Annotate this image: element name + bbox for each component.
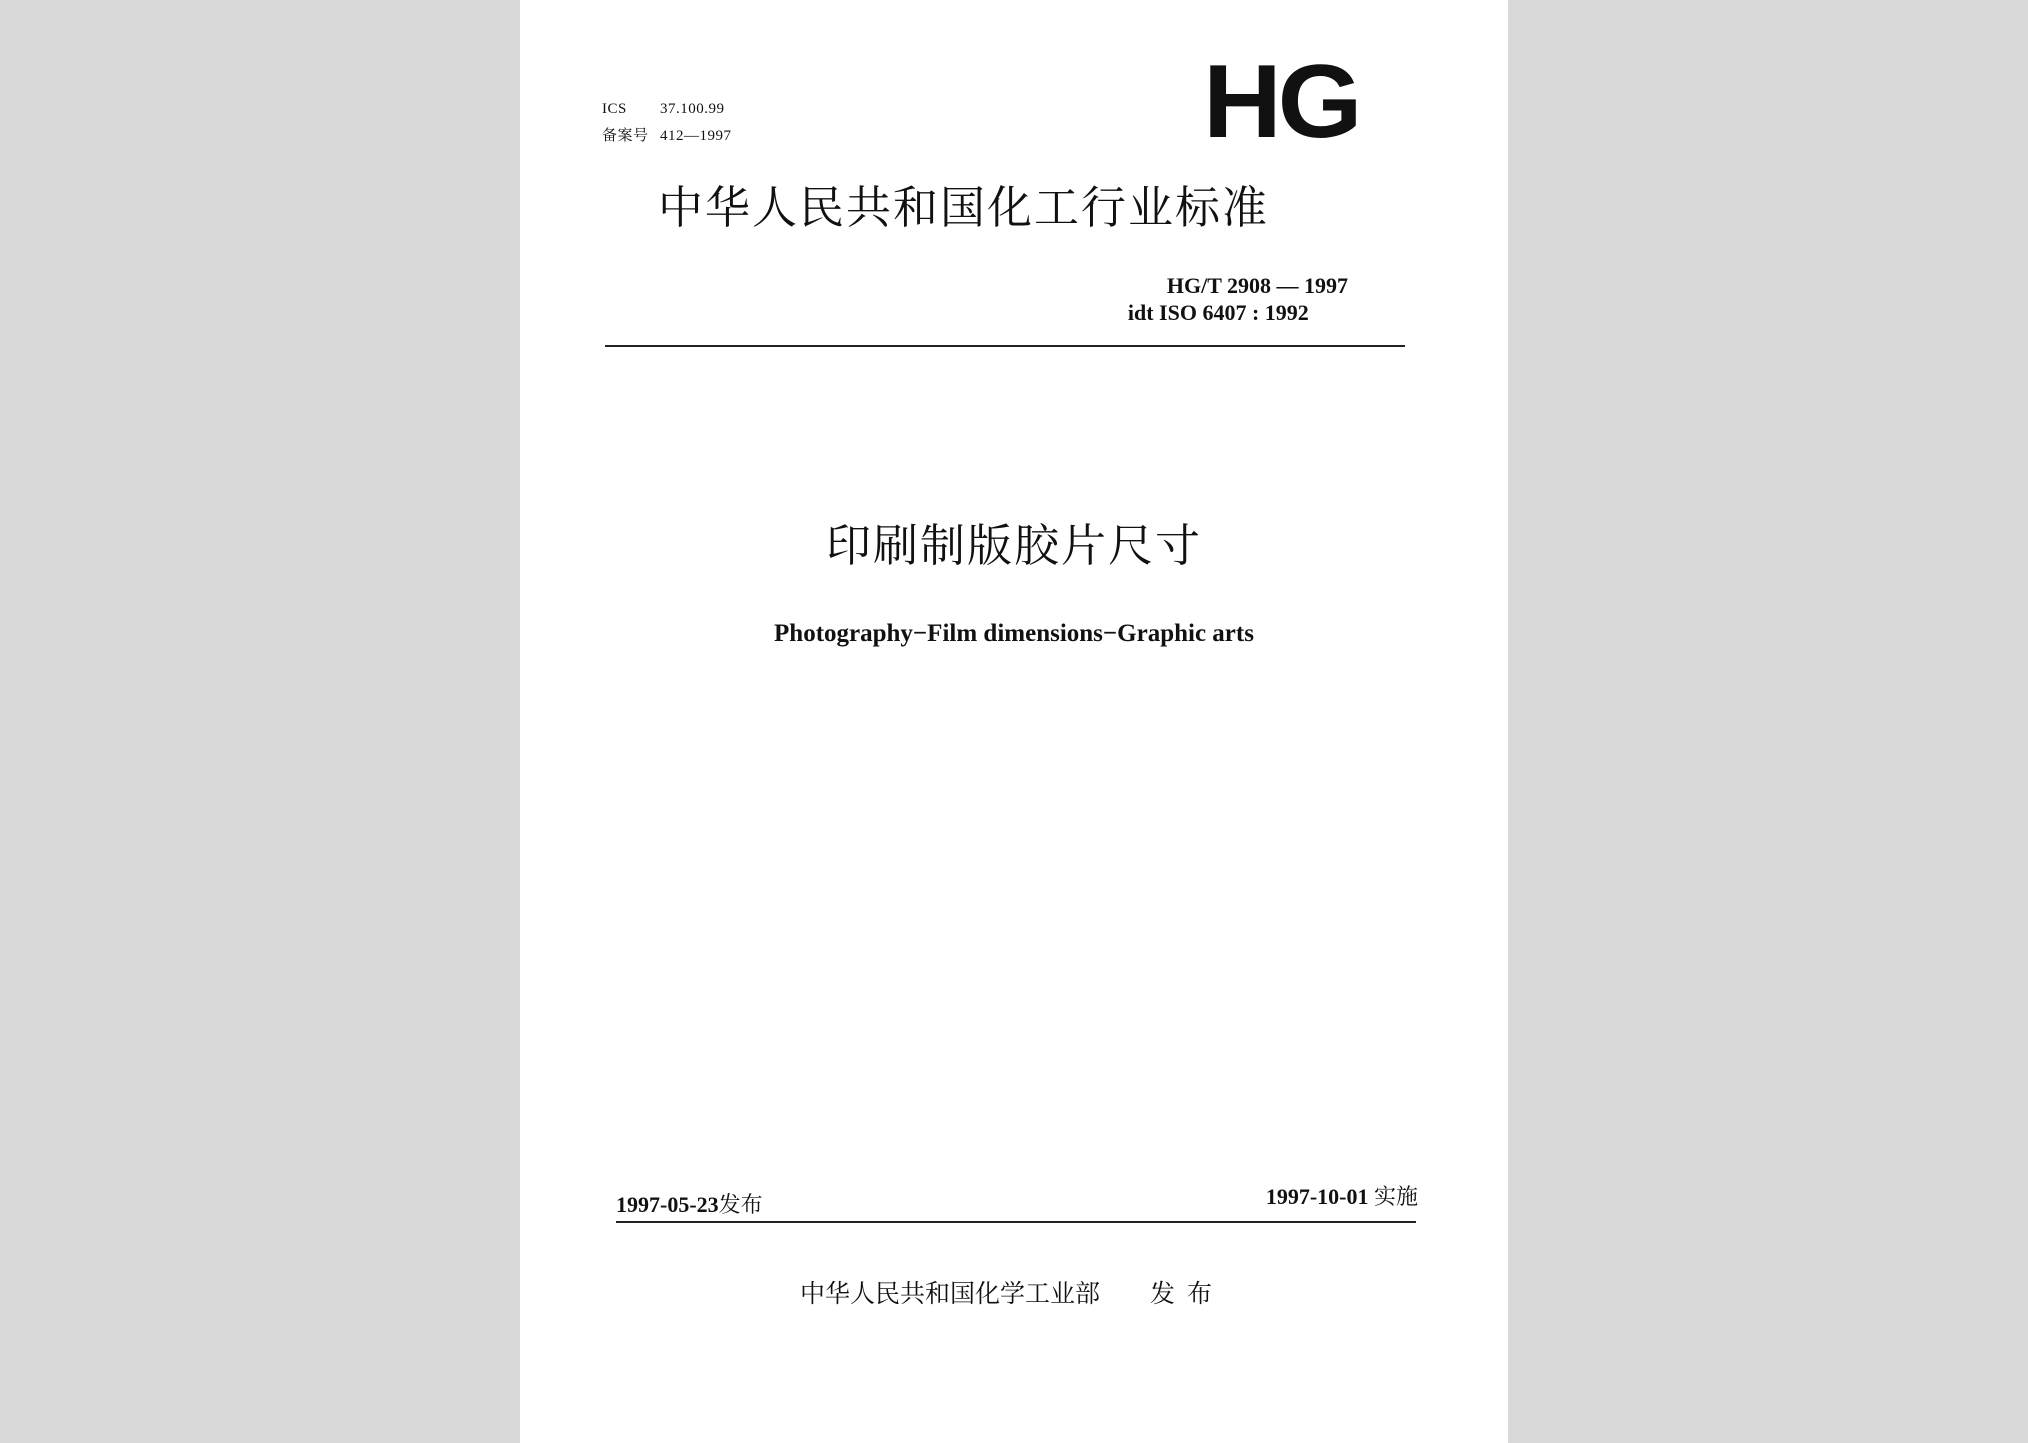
standard-code-block xyxy=(1128,272,1348,326)
issue-date: 1997-05-23 xyxy=(616,1192,719,1217)
bottom-divider xyxy=(616,1221,1416,1223)
issue-date-block xyxy=(616,1190,763,1221)
implement-date: 1997-10-01 xyxy=(1265,1184,1369,1209)
publisher-block xyxy=(800,1276,1224,1312)
document-page xyxy=(520,0,1508,1443)
standard-code: HG/T 2908 — 1997 xyxy=(1166,273,1348,298)
document-title-en: Photography−Film dimensions−Graphic arts xyxy=(774,620,1254,647)
implement-label: 实施 xyxy=(1373,1185,1418,1210)
hg-logo: HG xyxy=(1203,44,1359,160)
ics-row xyxy=(602,96,732,123)
record-value: 412—1997 xyxy=(660,128,732,144)
classification-block xyxy=(602,96,732,150)
publisher-name: 中华人民共和国化学工业部 xyxy=(800,1279,1101,1308)
iso-equivalent: idt ISO 6407 : 1992 xyxy=(1127,300,1309,325)
top-divider xyxy=(605,345,1405,347)
implement-date-block xyxy=(1266,1182,1418,1213)
record-row xyxy=(602,123,732,150)
document-title-cn: 印刷制版胶片尺寸 xyxy=(825,519,1202,572)
ics-label: ICS xyxy=(602,101,627,117)
record-label: 备案号 xyxy=(602,128,649,144)
issue-label: 发布 xyxy=(718,1193,763,1218)
publisher-action: 发布 xyxy=(1150,1279,1225,1308)
ics-value: 37.100.99 xyxy=(660,101,725,117)
standard-title: 中华人民共和国化工行业标准 xyxy=(658,181,1270,234)
